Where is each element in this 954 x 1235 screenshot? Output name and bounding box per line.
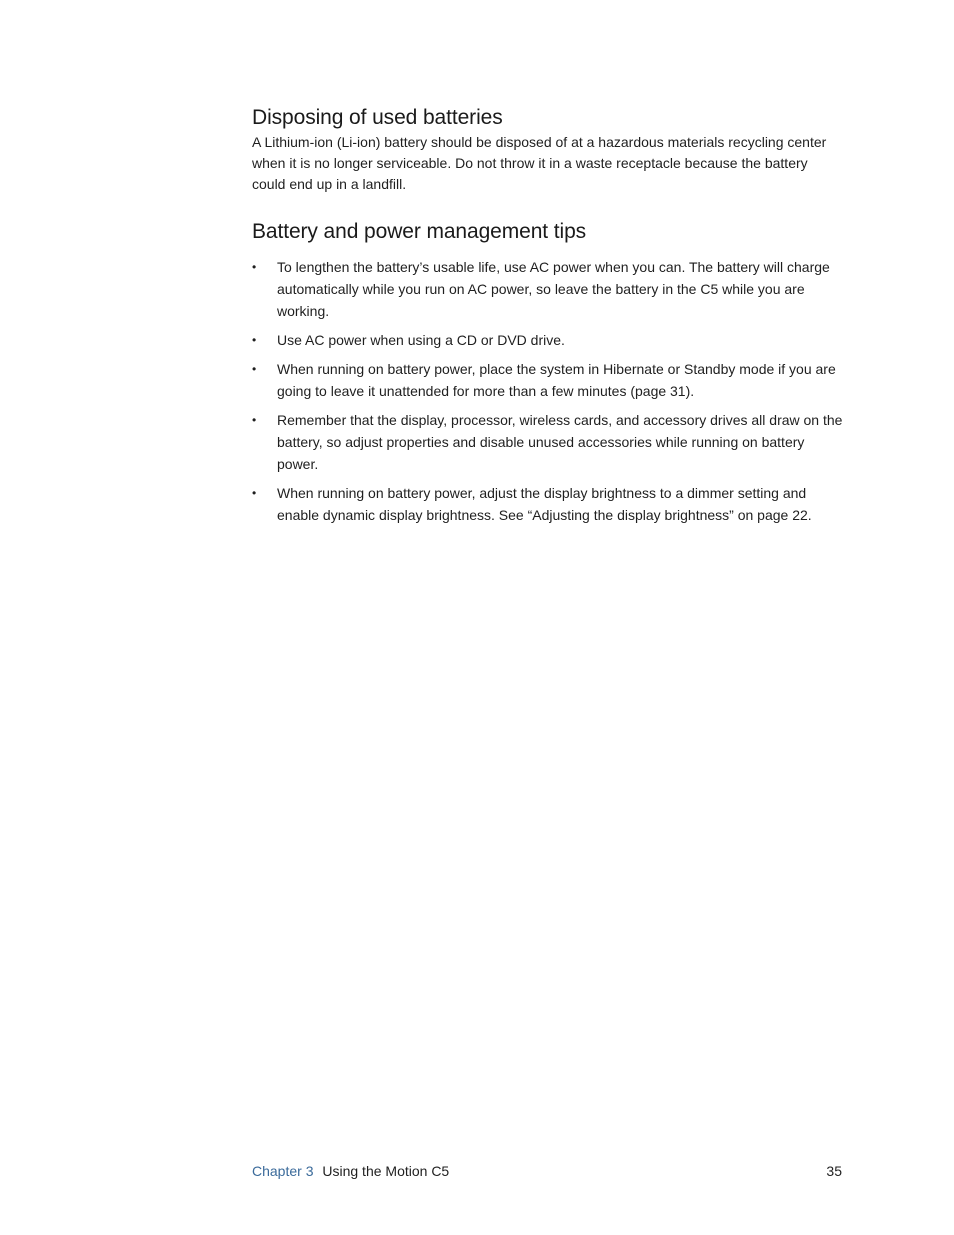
page-number: 35 [826, 1163, 842, 1179]
bullet-icon: • [252, 362, 257, 376]
list-item-text: Remember that the display, processor, wireless cards, and accessory drives all draw on the battery, so adjust properties and disable unused accessories while running on battery power. [277, 412, 843, 472]
section-heading-tips: Battery and power management tips [252, 220, 587, 243]
section-spacer [252, 195, 844, 218]
page-content [252, 104, 844, 533]
bullet-icon: • [252, 260, 257, 274]
list-item-text: When running on battery power, place the system in Hibernate or Standby mode if you are going to leave it unattended for more than a few minutes (page 31). [277, 361, 836, 399]
list-item [252, 409, 844, 475]
tips-list [252, 256, 844, 526]
page-footer [252, 1160, 842, 1182]
list-item [252, 482, 844, 526]
bullet-icon: • [252, 413, 257, 427]
list-item-text: To lengthen the battery’s usable life, use AC power when you can. The battery will charge automatically while you run on AC power, so leave the battery in the C5 while you are working. [277, 259, 830, 319]
list-item [252, 358, 844, 402]
list-item-text: When running on battery power, adjust the display brightness to a dimmer setting and enable dynamic display brightness. See “Adjusting the display brightness” on page 22. [277, 485, 812, 523]
bullet-icon: • [252, 486, 257, 500]
bullet-icon: • [252, 333, 257, 347]
section-heading-disposing: Disposing of used batteries [252, 106, 503, 129]
disposing-paragraph: A Lithium-ion (Li-ion) battery should be disposed of at a hazardous materials recycling center when it is no longer serviceable. Do not throw it in a waste receptacle because the battery could end up in a landfill. [252, 134, 827, 192]
list-item-text: Use AC power when using a CD or DVD drive. [277, 332, 565, 348]
footer-chapter-label: Chapter 3 [252, 1163, 314, 1179]
list-item [252, 329, 844, 351]
list-item [252, 256, 844, 322]
footer-chapter-title: Using the Motion C5 [322, 1163, 450, 1179]
